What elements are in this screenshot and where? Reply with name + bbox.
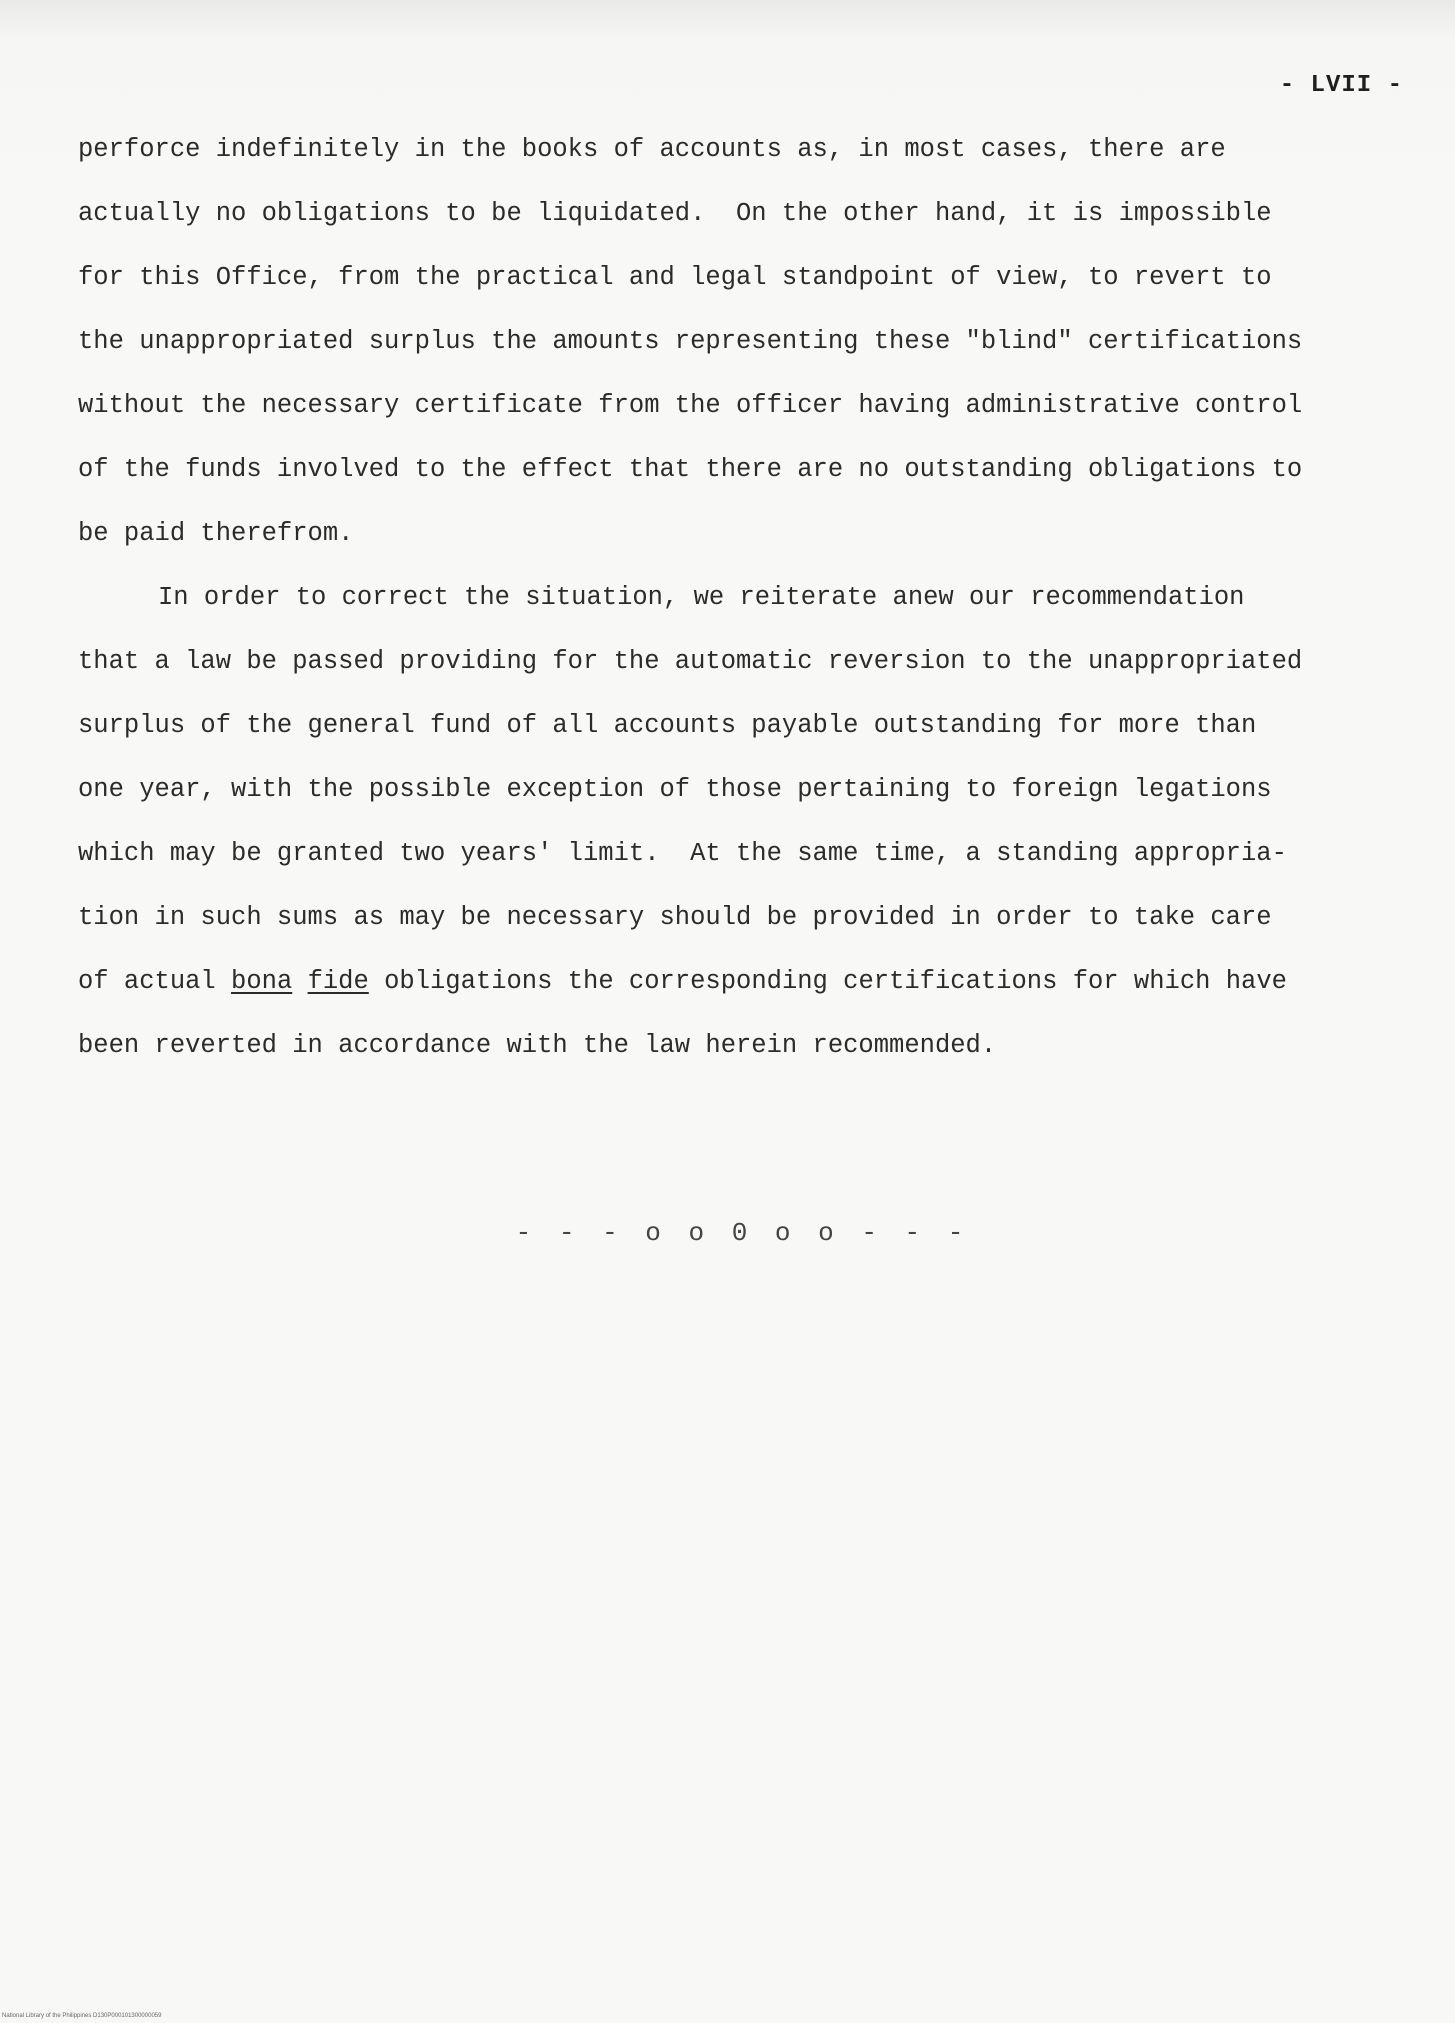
text-line: which may be granted two years' limit. At the same time, a standing appropria- xyxy=(78,839,1287,868)
paragraph-2 xyxy=(78,566,1398,1078)
text-line: without the necessary certificate from the officer having administrative control xyxy=(78,391,1303,420)
text-fragment: obligations the corresponding certifications for which have xyxy=(368,967,1287,996)
text-fragment: of actual xyxy=(78,967,232,996)
text-line: be paid therefrom. xyxy=(78,519,354,548)
paragraph-1 xyxy=(78,118,1398,566)
text-fragment xyxy=(292,967,307,996)
document-body xyxy=(78,118,1398,1078)
text-line: the unappropriated surplus the amounts representing these "blind" certifications xyxy=(78,327,1303,356)
text-line xyxy=(78,950,1398,1014)
text-line: actually no obligations to be liquidated. On the other hand, it is impossible xyxy=(78,199,1272,228)
text-line: that a law be passed providing for the automatic reversion to the unappropriated xyxy=(78,647,1303,676)
text-line: tion in such sums as may be necessary should be provided in order to take care xyxy=(78,903,1272,932)
text-line: In order to correct the situation, we reiterate anew our recommendation xyxy=(158,583,1245,612)
text-line: perforce indefinitely in the books of accounts as, in most cases, there are xyxy=(78,135,1226,164)
text-line: for this Office, from the practical and legal standpoint of view, to revert to xyxy=(78,263,1272,292)
archive-footer: National Library of the Philippines D130P000101300000059 xyxy=(2,2013,162,2019)
section-separator: - - - o o 0 o o - - - xyxy=(515,1218,970,1248)
underlined-term: fide xyxy=(307,967,369,996)
text-line: of the funds involved to the effect that there are no outstanding obligations to xyxy=(78,455,1303,484)
text-line: one year, with the possible exception of those pertaining to foreign legations xyxy=(78,775,1272,804)
text-line: surplus of the general fund of all accounts payable outstanding for more than xyxy=(78,711,1257,740)
page-number: - LVII - xyxy=(1279,72,1403,99)
text-line: been reverted in accordance with the law herein recommended. xyxy=(78,1031,997,1060)
underlined-term: bona xyxy=(231,967,293,996)
